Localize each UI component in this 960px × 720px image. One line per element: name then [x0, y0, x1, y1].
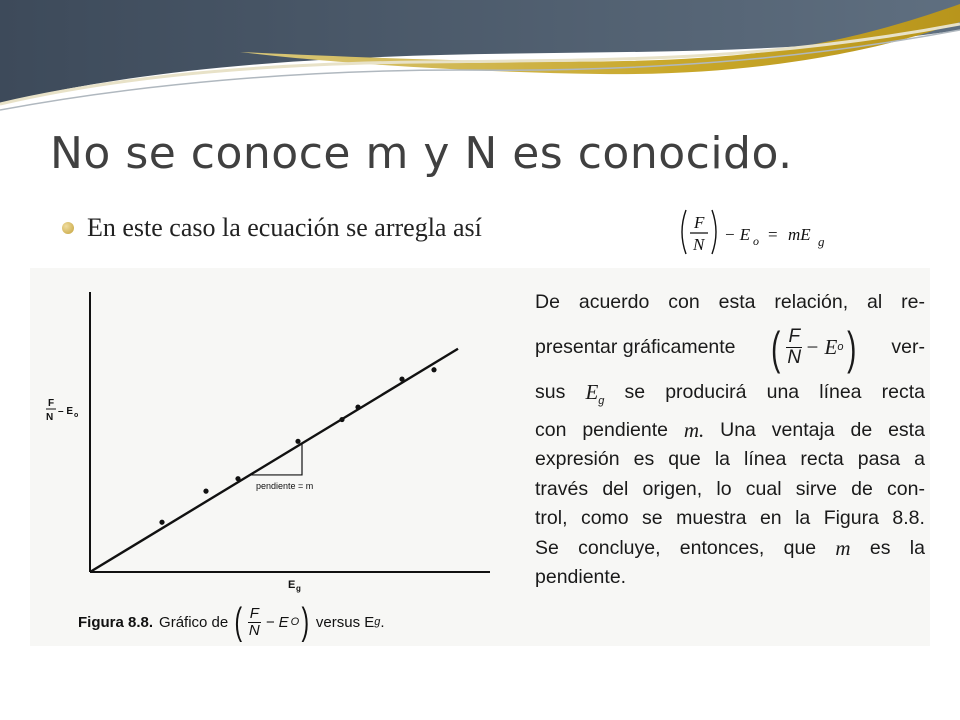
- paragraph-line: sus $E_g$ se producirá una línea recta: [535, 379, 925, 407]
- figure-plot: [30, 268, 510, 598]
- caption-post: versus E: [315, 613, 375, 631]
- slide-title: No se conoce m y N es conocido.: [50, 128, 793, 179]
- data-point: [355, 405, 360, 410]
- caption-minus-sub: O: [290, 616, 300, 628]
- x-axis-label: [288, 579, 301, 593]
- data-point: [203, 489, 208, 494]
- header-banner: [0, 0, 960, 120]
- paragraph-inline-equation: ( $\frac{F}{N}$ − E o ): [771, 321, 856, 374]
- svg-text:F: F: [48, 398, 55, 409]
- equation-rhs: mE: [788, 225, 811, 244]
- data-point: [339, 417, 344, 422]
- svg-text:N: N: [46, 412, 54, 423]
- data-point: [399, 377, 404, 382]
- fit-line: [90, 349, 458, 572]
- equation-equals: =: [768, 225, 778, 244]
- caption-minus: − E: [265, 613, 289, 631]
- bullet-text: En este caso la ecuación se arregla así: [87, 213, 482, 242]
- equation-minus-sub: o: [753, 234, 759, 248]
- equation-denominator: N: [693, 235, 705, 254]
- caption-fraction: $\frac{F}{N}$: [248, 604, 260, 639]
- paragraph-line: presentar gráficamente ( $\frac{F}{N}$ − E o ) ver-: [535, 321, 925, 374]
- paragraph-line: través del origen, lo cual sirve de con-: [535, 477, 925, 500]
- svg-text:E: E: [288, 579, 296, 591]
- paragraph-line: Se concluye, entonces, que m es la: [535, 535, 925, 560]
- slope-label: pendiente = m: [256, 480, 314, 491]
- paragraph: [535, 288, 925, 593]
- paragraph-line: pendiente.: [535, 566, 627, 589]
- paragraph-line: De acuerdo con esta relación, al re-: [535, 291, 925, 313]
- paragraph-line: expresión es que la línea recta pasa a: [535, 448, 925, 471]
- caption-close-paren: ): [301, 601, 310, 643]
- figure-caption: [78, 600, 385, 644]
- svg-text:– E: – E: [58, 406, 74, 417]
- caption-end: .: [380, 613, 385, 631]
- textbook-excerpt: [30, 268, 930, 646]
- bullet-item: [62, 210, 482, 246]
- data-point: [159, 520, 164, 525]
- data-point: [295, 439, 300, 444]
- caption-post-sub: g: [374, 616, 381, 628]
- equation-image: [676, 204, 868, 260]
- plot-axes: [90, 292, 490, 572]
- equation-rhs-sub: g: [818, 234, 825, 249]
- caption-pre: Gráfico de: [159, 613, 229, 631]
- caption-label: Figura 8.8.: [78, 613, 154, 631]
- y-axis-label: [46, 398, 78, 423]
- paragraph-line: trol, como se muestra en la Figura 8.8.: [535, 507, 925, 530]
- paragraph-line: con pendiente m. Una ventaja de esta: [535, 417, 925, 442]
- svg-text:g: g: [296, 584, 301, 593]
- equation-numerator: F: [694, 213, 705, 232]
- equation-minus-term: − E: [724, 225, 751, 244]
- data-point: [431, 367, 436, 372]
- caption-open-paren: (: [234, 601, 243, 643]
- svg-text:o: o: [74, 412, 79, 419]
- data-point: [235, 476, 240, 481]
- bullet-dot-icon: [62, 222, 74, 234]
